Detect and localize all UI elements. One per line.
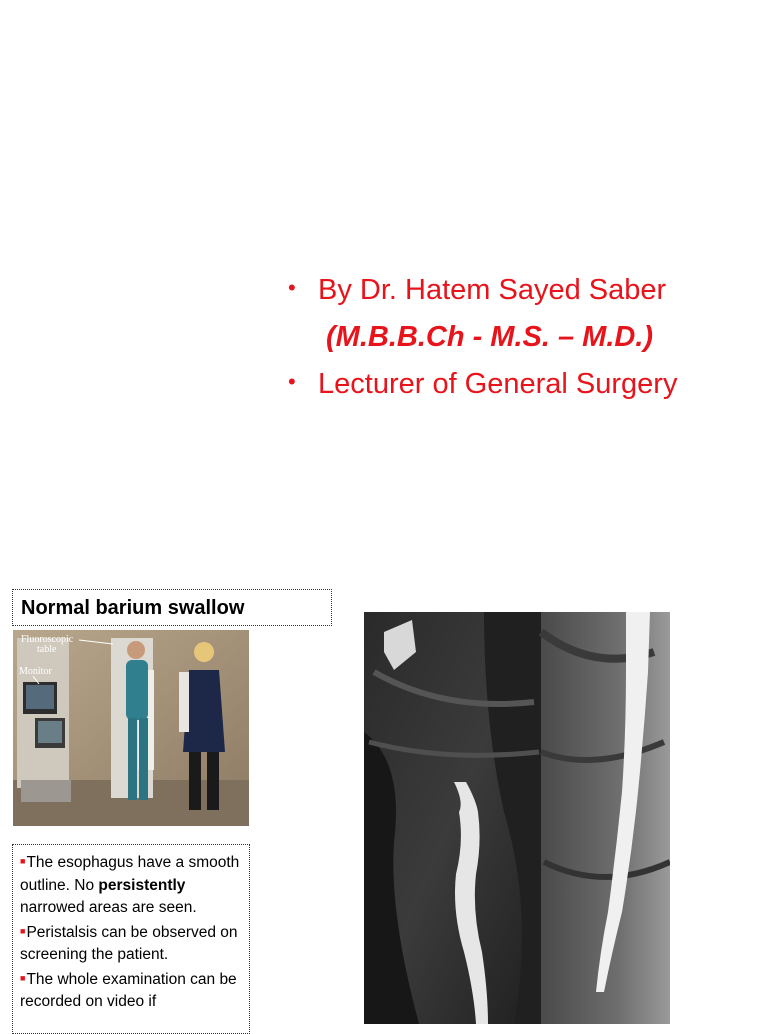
technician-apron: [183, 670, 225, 752]
author-name: By Dr. Hatem Sayed Saber: [318, 274, 667, 306]
barium-swallow-xray: [364, 612, 670, 1024]
note-item: ■The esophagus have a smooth outline. No persistently narrowed areas are seen.: [20, 854, 240, 916]
photo-label-monitor: Monitor: [19, 666, 52, 677]
photo-label-table-2: table: [37, 644, 57, 655]
bullet: •: [288, 275, 296, 300]
patient-head: [127, 641, 145, 659]
author-degrees: (M.B.B.Ch - M.S. – M.D.): [326, 321, 654, 353]
note-item: ■The whole examination can be recorded on video if: [20, 970, 237, 1010]
note-item: ■Peristalsis can be observed on screening the patient.: [20, 923, 238, 963]
bullet: •: [288, 369, 296, 394]
technician-head: [194, 642, 214, 662]
author-position: Lecturer of General Surgery: [318, 368, 678, 400]
slide-title: Normal barium swallow: [12, 589, 332, 626]
photo-label-table: Fluoroscopic: [21, 634, 74, 645]
notes-box: [12, 844, 250, 1034]
fluoroscopy-room-photo: [13, 630, 249, 826]
patient-gown: [126, 660, 148, 720]
